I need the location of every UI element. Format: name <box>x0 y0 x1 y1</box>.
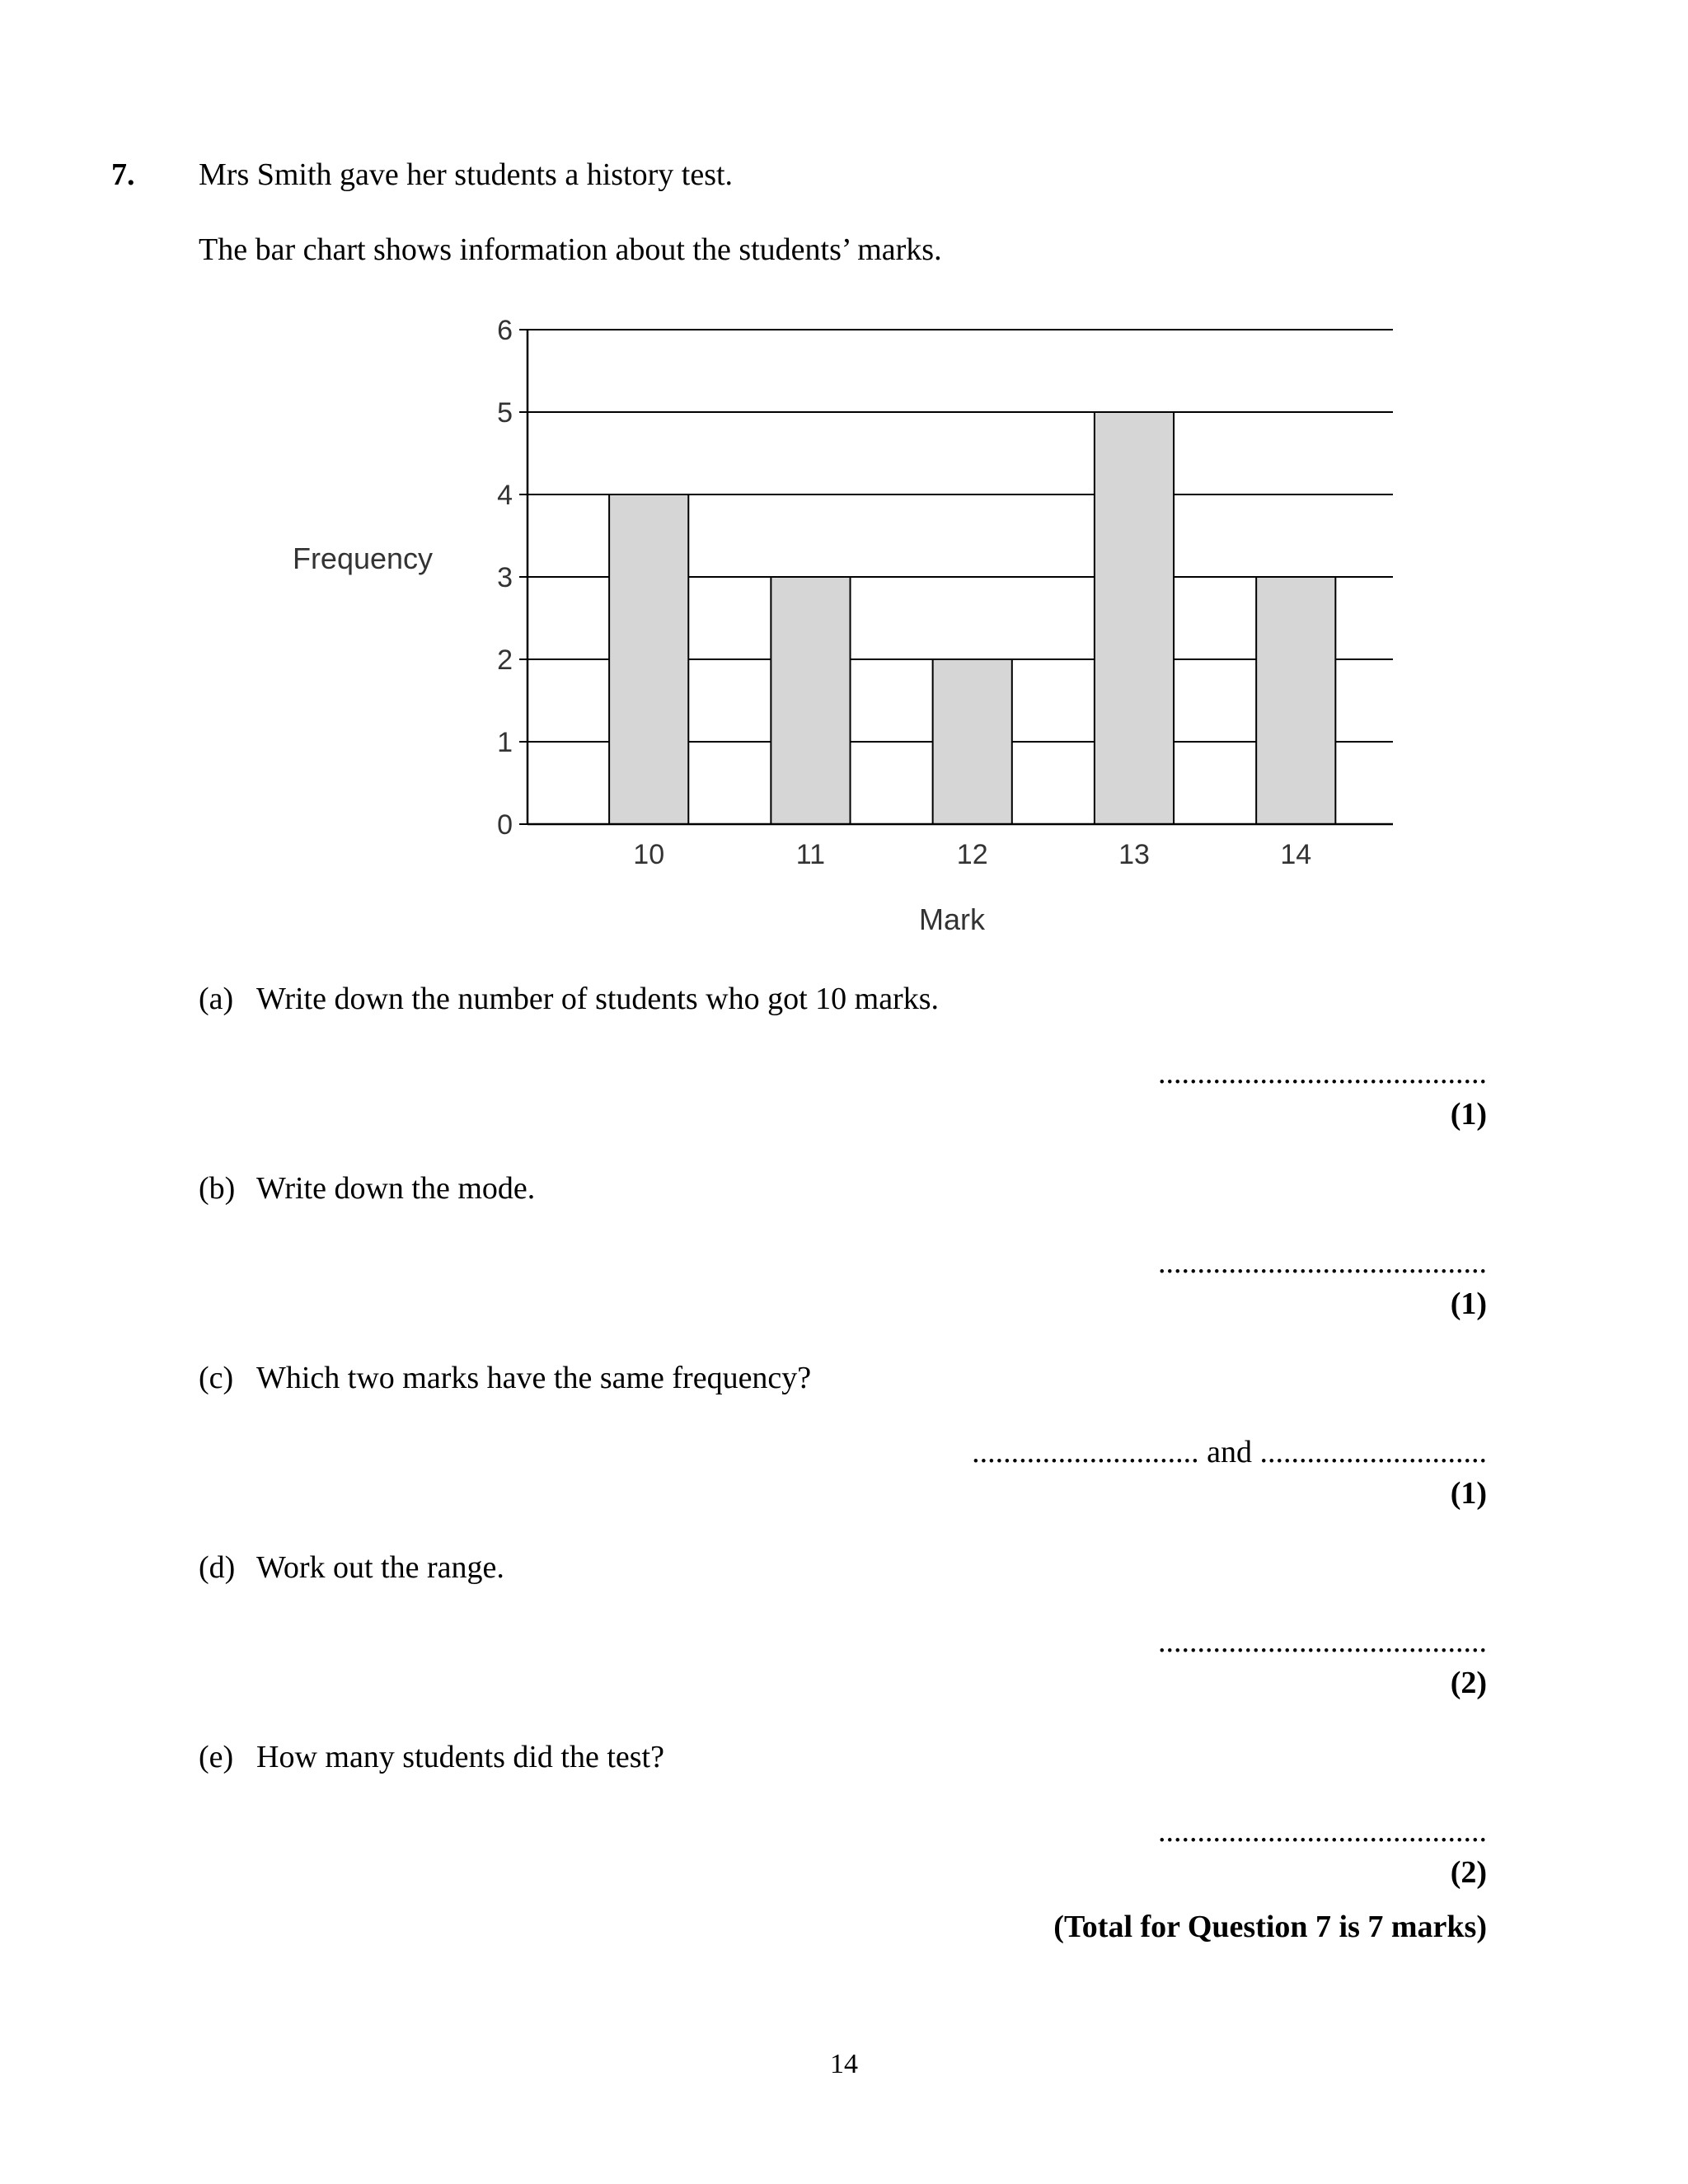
part-b-label: (b) <box>199 1171 236 1206</box>
part-a-marks: (1) <box>1450 1097 1487 1132</box>
x-tick-label-10: 10 <box>633 839 665 870</box>
x-axis-label: Mark <box>919 902 985 936</box>
y-tick-label-0: 0 <box>497 809 513 841</box>
x-tick-label-13: 13 <box>1118 839 1150 870</box>
question-intro: Mrs Smith gave her students a history test. <box>199 157 734 192</box>
bar-14 <box>1256 577 1335 824</box>
chart-caption: The bar chart shows information about the students’ marks. <box>199 232 942 267</box>
y-axis-label: Frequency <box>292 541 434 575</box>
y-tick-label-4: 4 <box>497 480 513 511</box>
y-tick-label-2: 2 <box>497 644 513 676</box>
part-d-label: (d) <box>199 1550 236 1585</box>
part-b-question: Write down the mode. <box>256 1171 536 1206</box>
part-c-marks: (1) <box>1450 1476 1487 1511</box>
part-c-label: (c) <box>199 1361 234 1395</box>
y-tick-label-3: 3 <box>497 562 513 593</box>
bar-11 <box>771 577 850 824</box>
bar-chart <box>280 313 1418 948</box>
part-c-answer-line[interactable]: ............................. and ............................. <box>972 1435 1487 1469</box>
part-e-question: How many students did the test? <box>256 1740 664 1774</box>
part-d-question: Work out the range. <box>256 1550 504 1585</box>
part-e-label: (e) <box>199 1740 234 1774</box>
bar-12 <box>933 659 1012 824</box>
bar-13 <box>1095 412 1174 824</box>
question-total: (Total for Question 7 is 7 marks) <box>1053 1910 1487 1944</box>
part-c-question: Which two marks have the same frequency? <box>256 1361 812 1395</box>
y-tick-label-1: 1 <box>497 727 513 758</box>
part-d-answer-line[interactable]: .......................................... <box>1158 1624 1487 1659</box>
part-e-answer-line[interactable]: .......................................... <box>1158 1814 1487 1849</box>
part-d-marks: (2) <box>1450 1666 1487 1700</box>
page-number: 14 <box>830 2049 858 2079</box>
question-number: 7. <box>111 157 135 192</box>
part-b-marks: (1) <box>1450 1286 1487 1321</box>
part-a-label: (a) <box>199 982 234 1016</box>
x-tick-label-14: 14 <box>1280 839 1312 870</box>
y-tick-label-5: 5 <box>497 397 513 429</box>
y-tick-label-6: 6 <box>497 315 513 346</box>
part-a-answer-line[interactable]: .......................................... <box>1158 1056 1487 1090</box>
bar-10 <box>609 494 688 824</box>
part-e-marks: (2) <box>1450 1855 1487 1890</box>
x-tick-label-11: 11 <box>795 839 826 870</box>
part-a-question: Write down the number of students who got 10 marks. <box>256 982 940 1016</box>
x-tick-label-12: 12 <box>956 839 988 870</box>
part-b-answer-line[interactable]: .......................................... <box>1158 1245 1487 1280</box>
